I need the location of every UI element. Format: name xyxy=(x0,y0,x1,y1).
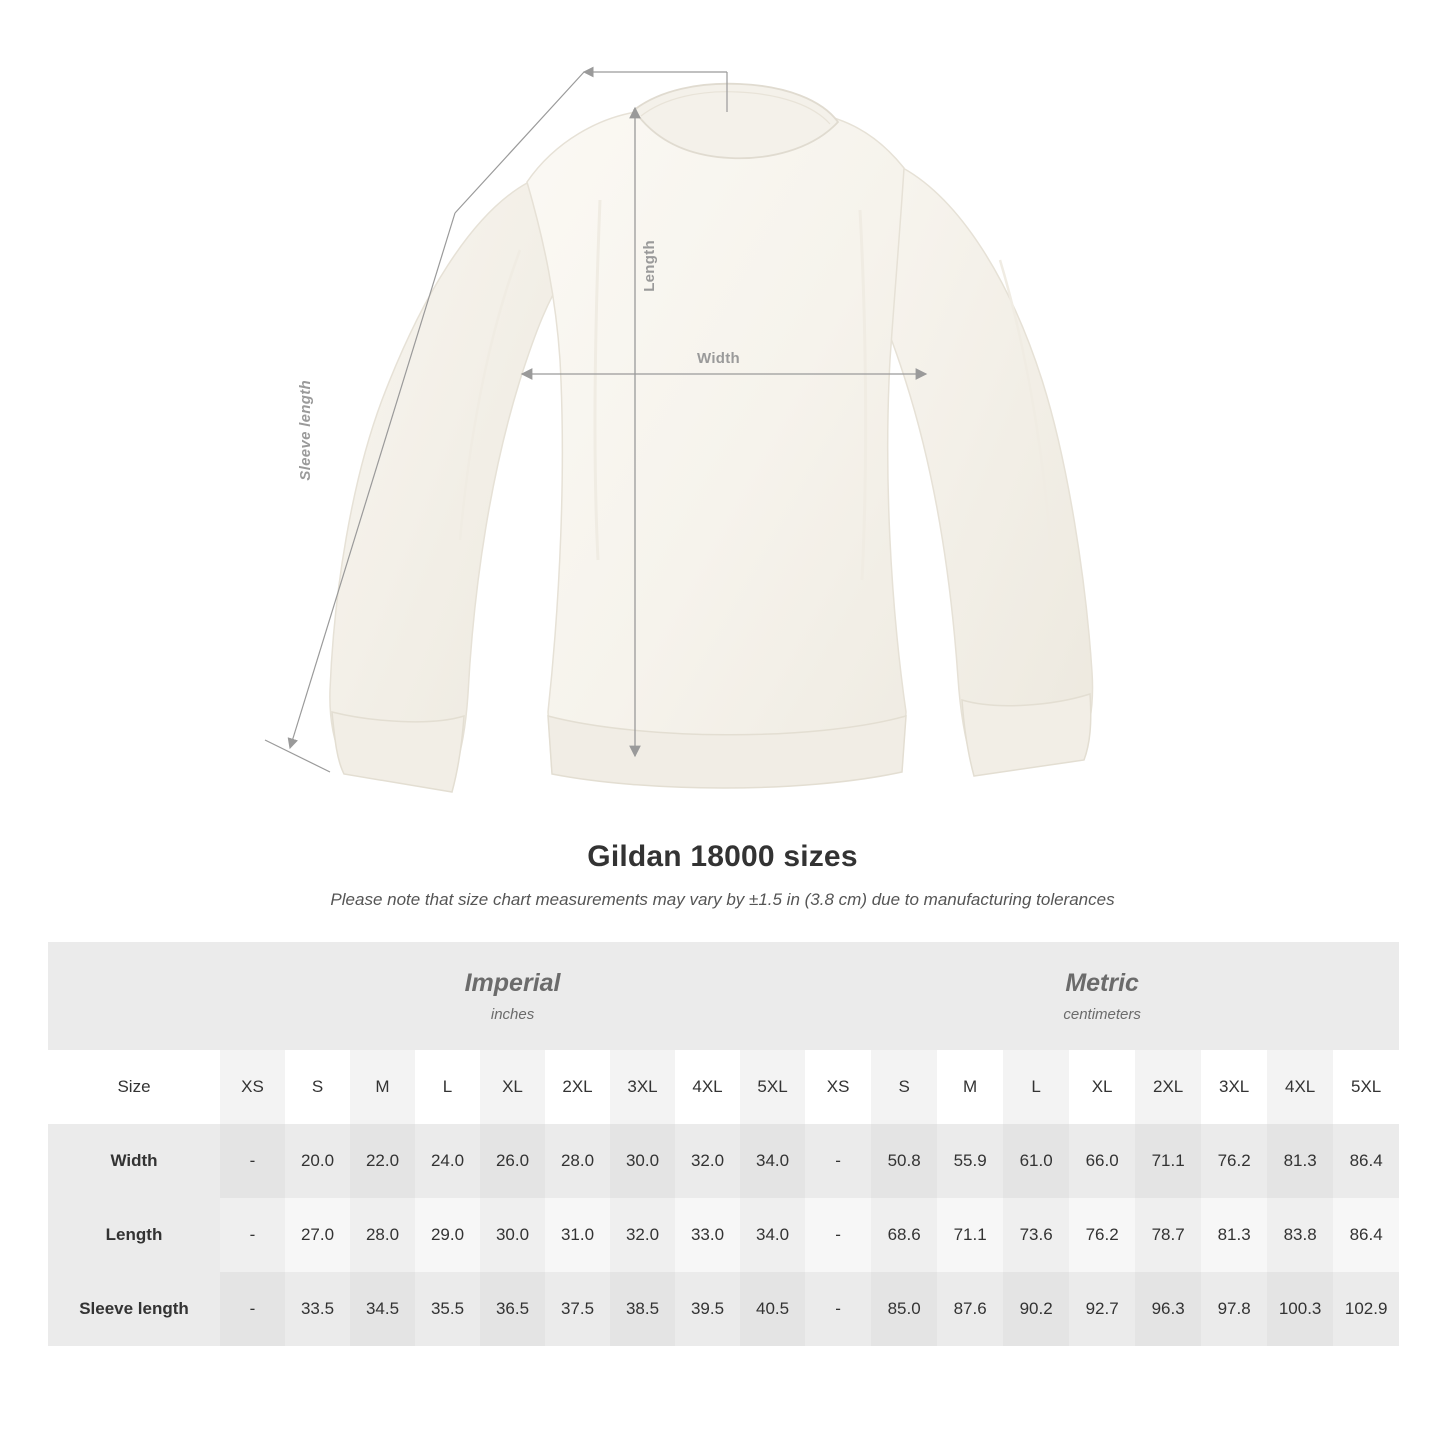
cell-width-metric-5xl: 86.4 xyxy=(1333,1124,1399,1198)
header-metric-xl: XL xyxy=(1069,1050,1135,1124)
cell-length-imperial-l: 29.0 xyxy=(415,1198,480,1272)
row-label-length: Length xyxy=(48,1198,220,1272)
label-width: Width xyxy=(697,350,741,367)
header-imperial-2xl: 2XL xyxy=(545,1050,610,1124)
cell-width-imperial-xs: - xyxy=(220,1124,285,1198)
cell-width-metric-2xl: 71.1 xyxy=(1135,1124,1201,1198)
cell-sleeve-imperial-s: 33.5 xyxy=(285,1272,350,1346)
header-imperial-3xl: 3XL xyxy=(610,1050,675,1124)
table-row xyxy=(48,1272,1399,1346)
unit-sub-metric: centimeters xyxy=(1063,1006,1141,1023)
cell-sleeve-imperial-m: 34.5 xyxy=(350,1272,415,1346)
cell-sleeve-metric-xs: - xyxy=(805,1272,871,1346)
cell-sleeve-imperial-3xl: 38.5 xyxy=(610,1272,675,1346)
header-imperial-xl: XL xyxy=(480,1050,545,1124)
cell-length-metric-2xl: 78.7 xyxy=(1135,1198,1201,1272)
unit-name-imperial: Imperial xyxy=(464,969,561,997)
cell-sleeve-imperial-l: 35.5 xyxy=(415,1272,480,1346)
cell-width-imperial-2xl: 28.0 xyxy=(545,1124,610,1198)
table-row xyxy=(48,1198,1399,1272)
header-metric-2xl: 2XL xyxy=(1135,1050,1201,1124)
unit-sub-imperial: inches xyxy=(490,1006,535,1023)
cell-length-imperial-m: 28.0 xyxy=(350,1198,415,1272)
cell-sleeve-metric-5xl: 102.9 xyxy=(1333,1272,1399,1346)
cell-length-imperial-xl: 30.0 xyxy=(480,1198,545,1272)
cell-sleeve-metric-m: 87.6 xyxy=(937,1272,1003,1346)
cell-sleeve-metric-xl: 92.7 xyxy=(1069,1272,1135,1346)
cell-length-imperial-s: 27.0 xyxy=(285,1198,350,1272)
row-label-sleeve-length: Sleeve length xyxy=(48,1272,220,1346)
cell-length-imperial-5xl: 34.0 xyxy=(740,1198,805,1272)
cell-length-metric-l: 73.6 xyxy=(1003,1198,1069,1272)
cell-width-metric-l: 61.0 xyxy=(1003,1124,1069,1198)
label-length: Length xyxy=(641,240,658,292)
header-metric-3xl: 3XL xyxy=(1201,1050,1267,1124)
header-metric-l: L xyxy=(1003,1050,1069,1124)
cell-length-imperial-2xl: 31.0 xyxy=(545,1198,610,1272)
table-row xyxy=(48,1124,1399,1198)
cell-width-metric-xl: 66.0 xyxy=(1069,1124,1135,1198)
cell-sleeve-metric-s: 85.0 xyxy=(871,1272,937,1346)
cell-width-imperial-xl: 26.0 xyxy=(480,1124,545,1198)
cell-length-metric-xs: - xyxy=(805,1198,871,1272)
header-metric-s: S xyxy=(871,1050,937,1124)
header-imperial-l: L xyxy=(415,1050,480,1124)
cell-sleeve-imperial-xl: 36.5 xyxy=(480,1272,545,1346)
cell-length-metric-5xl: 86.4 xyxy=(1333,1198,1399,1272)
header-metric-4xl: 4XL xyxy=(1267,1050,1333,1124)
cell-width-metric-3xl: 76.2 xyxy=(1201,1124,1267,1198)
cell-sleeve-metric-2xl: 96.3 xyxy=(1135,1272,1201,1346)
cell-sleeve-imperial-2xl: 37.5 xyxy=(545,1272,610,1346)
title-block xyxy=(0,840,1445,910)
page-title: Gildan 18000 sizes xyxy=(587,840,858,873)
cell-width-imperial-4xl: 32.0 xyxy=(675,1124,740,1198)
cell-sleeve-imperial-5xl: 40.5 xyxy=(740,1272,805,1346)
size-header-row xyxy=(48,1050,1399,1124)
label-sleeve-length: Sleeve length xyxy=(297,380,314,481)
cell-length-metric-m: 71.1 xyxy=(937,1198,1003,1272)
size-chart-table xyxy=(48,942,1399,1346)
header-imperial-xs: XS xyxy=(220,1050,285,1124)
cell-width-imperial-5xl: 34.0 xyxy=(740,1124,805,1198)
cell-length-imperial-xs: - xyxy=(220,1198,285,1272)
unit-group-imperial xyxy=(220,942,805,1050)
header-imperial-m: M xyxy=(350,1050,415,1124)
header-metric-5xl: 5XL xyxy=(1333,1050,1399,1124)
cell-length-imperial-4xl: 33.0 xyxy=(675,1198,740,1272)
cell-length-metric-xl: 76.2 xyxy=(1069,1198,1135,1272)
header-imperial-5xl: 5XL xyxy=(740,1050,805,1124)
cell-sleeve-metric-4xl: 100.3 xyxy=(1267,1272,1333,1346)
cell-width-metric-xs: - xyxy=(805,1124,871,1198)
header-metric-xs: XS xyxy=(805,1050,871,1124)
unit-name-metric: Metric xyxy=(1065,969,1139,997)
cell-length-imperial-3xl: 32.0 xyxy=(610,1198,675,1272)
unit-group-metric xyxy=(805,942,1399,1050)
unit-corner-cell xyxy=(48,942,220,1050)
row-label-width: Width xyxy=(48,1124,220,1198)
cell-sleeve-imperial-xs: - xyxy=(220,1272,285,1346)
cell-width-metric-s: 50.8 xyxy=(871,1124,937,1198)
size-chart-table-wrapper xyxy=(48,942,1397,1346)
header-imperial-s: S xyxy=(285,1050,350,1124)
cell-sleeve-imperial-4xl: 39.5 xyxy=(675,1272,740,1346)
cell-width-imperial-l: 24.0 xyxy=(415,1124,480,1198)
cell-length-metric-4xl: 83.8 xyxy=(1267,1198,1333,1272)
cell-sleeve-metric-l: 90.2 xyxy=(1003,1272,1069,1346)
cell-sleeve-metric-3xl: 97.8 xyxy=(1201,1272,1267,1346)
cell-length-metric-s: 68.6 xyxy=(871,1198,937,1272)
unit-header-row xyxy=(48,942,1399,1050)
header-metric-m: M xyxy=(937,1050,1003,1124)
cell-width-imperial-3xl: 30.0 xyxy=(610,1124,675,1198)
cell-width-metric-4xl: 81.3 xyxy=(1267,1124,1333,1198)
tolerance-note: Please note that size chart measurements may vary by ±1.5 in (3.8 cm) due to manufacturing tolerances xyxy=(330,890,1115,909)
cell-width-imperial-m: 22.0 xyxy=(350,1124,415,1198)
header-imperial-4xl: 4XL xyxy=(675,1050,740,1124)
header-size: Size xyxy=(48,1050,220,1124)
cell-width-imperial-s: 20.0 xyxy=(285,1124,350,1198)
cell-width-metric-m: 55.9 xyxy=(937,1124,1003,1198)
cell-length-metric-3xl: 81.3 xyxy=(1201,1198,1267,1272)
